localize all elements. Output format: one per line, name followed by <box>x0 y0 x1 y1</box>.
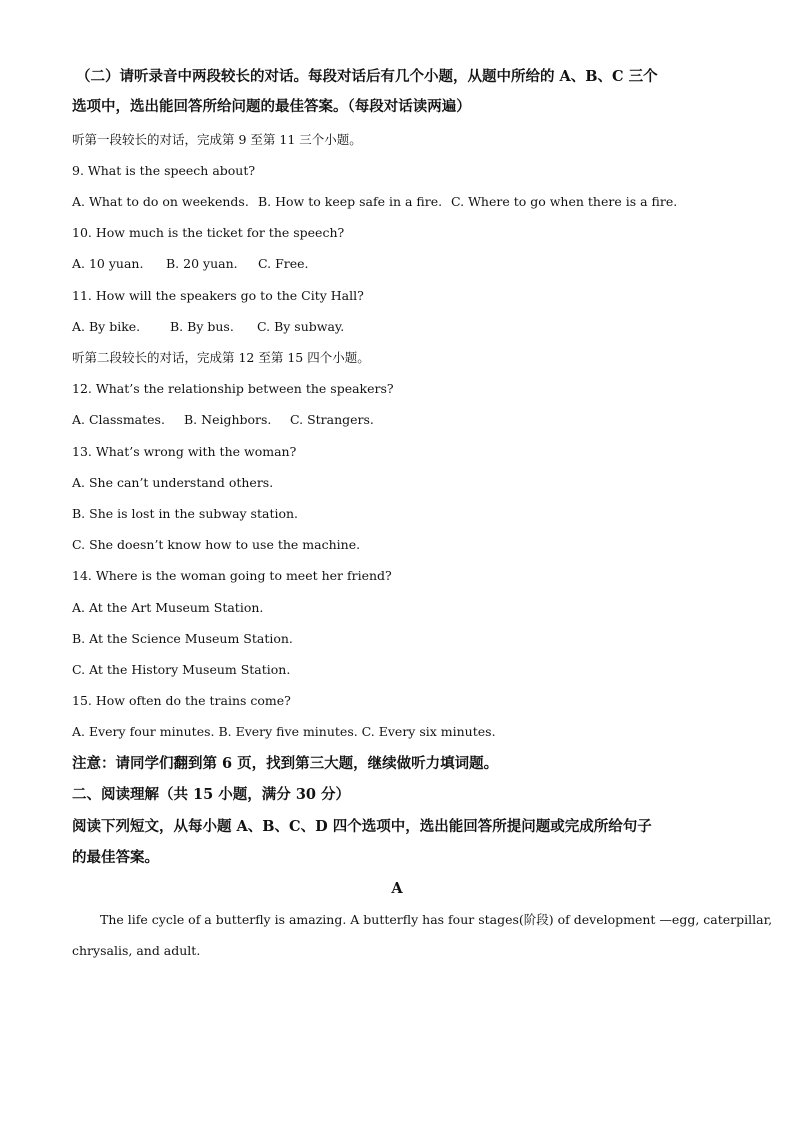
notice: 注意：请同学们翻到第 6 页，找到第三大题，继续做听力填词题。 <box>72 755 499 772</box>
q14-option-c: C. At the History Museum Station. <box>72 662 291 677</box>
q13-option-b: B. She is lost in the subway station. <box>72 506 299 521</box>
q10-option-c: C. Free. <box>258 256 309 271</box>
q10-option-b: B. 20 yuan. <box>166 256 238 271</box>
reading-instruction-line2: 的最佳答案。 <box>72 849 159 866</box>
q13-option-c: C. She doesn’t know how to use the machine. <box>72 537 361 552</box>
q9-option-c: C. Where to go when there is a fire. <box>451 194 678 209</box>
section-heading-line1: （二）请听录音中两段较长的对话。每段对话后有几个小题，从题中所给的 A、B、C 三个 <box>76 68 658 85</box>
q11-option-a: A. By bike. <box>72 319 141 334</box>
q9-options <box>72 194 677 210</box>
q11-text: 11. How will the speakers go to the City Hall? <box>72 288 364 303</box>
passage-label: A <box>391 880 403 897</box>
reading-heading: 二、阅读理解（共 15 小题，满分 30 分） <box>72 786 351 803</box>
q12-options <box>72 412 374 428</box>
q9-option-b: B. How to keep safe in a fire. <box>258 194 443 209</box>
q13-text: 13. What’s wrong with the woman? <box>72 444 297 459</box>
passage-line1: The life cycle of a butterfly is amazing. A butterfly has four stages(阶段) of development —egg, caterpillar, <box>100 912 773 927</box>
q11-options <box>72 319 344 335</box>
q11-option-b: B. By bus. <box>170 319 234 334</box>
q12-option-c: C. Strangers. <box>290 412 374 427</box>
q15-options: A. Every four minutes. B. Every five minutes. C. Every six minutes. <box>72 724 496 739</box>
reading-instruction-line1: 阅读下列短文，从每小题 A、B、C、D 四个选项中，选出能回答所提问题或完成所给句子 <box>72 818 652 835</box>
q14-option-a: A. At the Art Museum Station. <box>72 600 264 615</box>
section-heading-line2: 选项中，选出能回答所给问题的最佳答案。（每段对话读两遍） <box>72 98 471 115</box>
q12-option-a: A. Classmates. <box>72 412 165 427</box>
q14-text: 14. Where is the woman going to meet her friend? <box>72 568 392 583</box>
q12-text: 12. What’s the relationship between the speakers? <box>72 381 394 396</box>
dialog1-intro: 听第一段较长的对话，完成第 9 至第 11 三个小题。 <box>72 132 362 147</box>
q15-text: 15. How often do the trains come? <box>72 693 291 708</box>
q13-option-a: A. She can’t understand others. <box>72 475 274 490</box>
q10-options <box>72 256 308 272</box>
q12-option-b: B. Neighbors. <box>184 412 272 427</box>
q10-option-a: A. 10 yuan. <box>72 256 144 271</box>
q11-option-c: C. By subway. <box>257 319 345 334</box>
q14-option-b: B. At the Science Museum Station. <box>72 631 293 646</box>
q9-option-a: A. What to do on weekends. <box>72 194 249 209</box>
q10-text: 10. How much is the ticket for the speech? <box>72 225 345 240</box>
q9-text: 9. What is the speech about? <box>72 163 256 178</box>
passage-line2: chrysalis, and adult. <box>72 943 201 958</box>
dialog2-intro: 听第二段较长的对话，完成第 12 至第 15 四个小题。 <box>72 350 370 365</box>
